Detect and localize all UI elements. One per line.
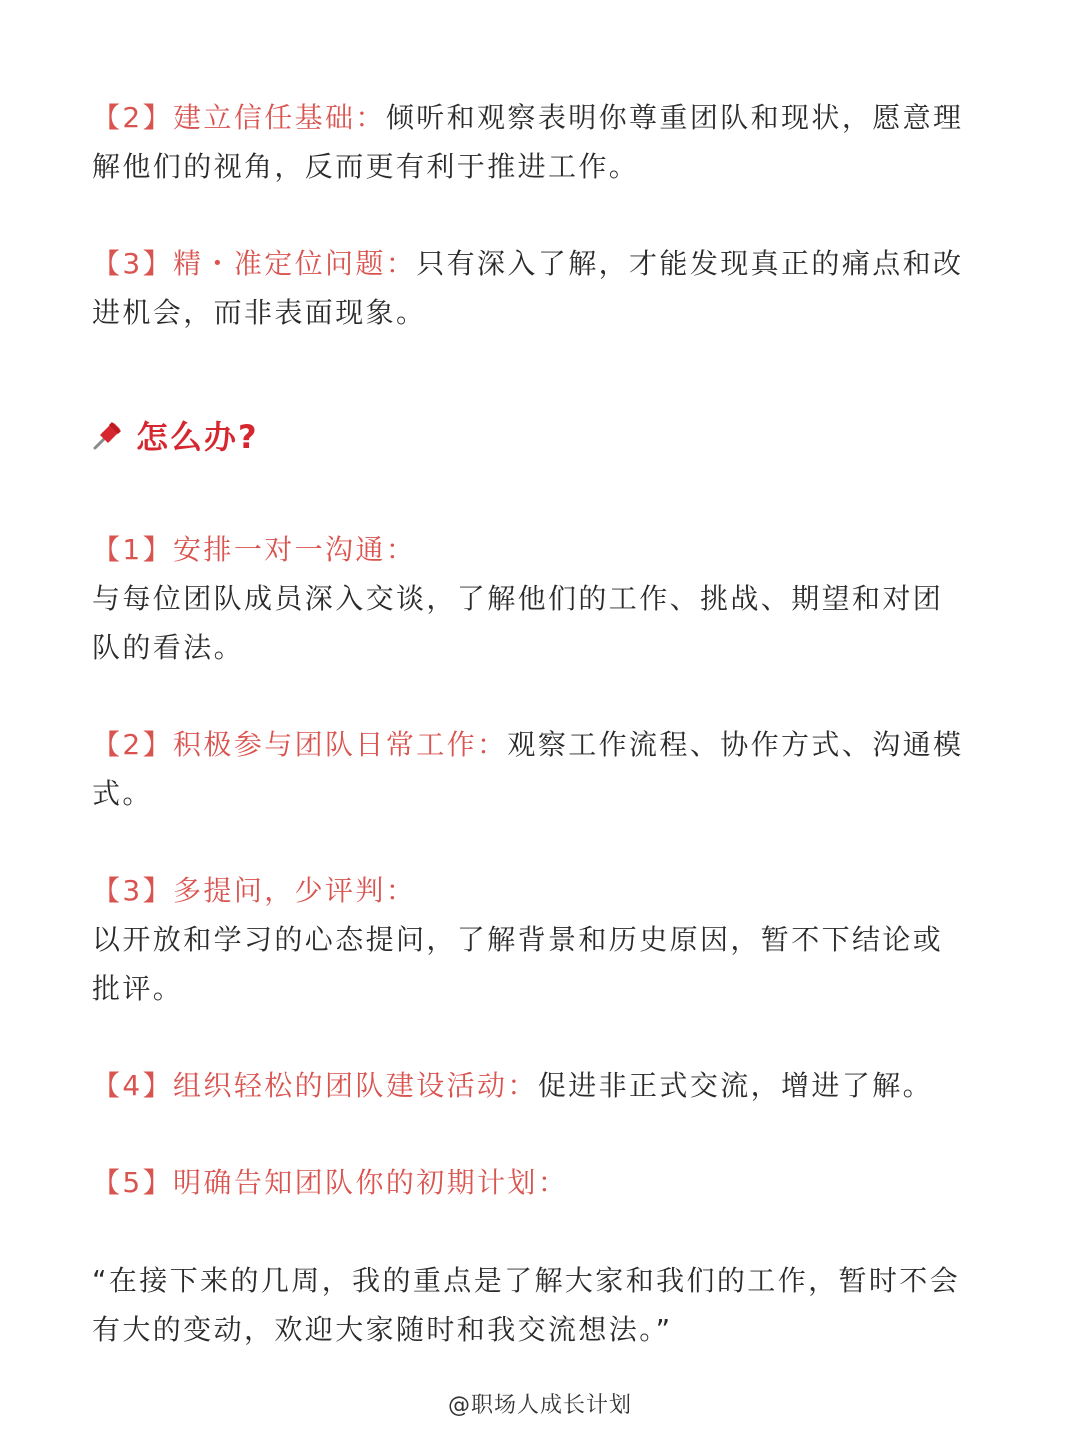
point-text: 只有深入了解，才能发现真正的痛点和改进机会，而非表面现象。 <box>92 247 964 329</box>
point-label: 【2】建立信任基础： <box>92 101 386 134</box>
step-team-building <box>92 1061 992 1110</box>
step-text: 与每位团队成员深入交谈，了解他们的工作、挑战、期望和对团队的看法。 <box>92 582 944 664</box>
step-label: 【4】组织轻松的团队建设活动： <box>92 1069 538 1102</box>
step-share-plan <box>92 1158 992 1207</box>
step-label: 【5】明确告知团队你的初期计划： <box>92 1166 569 1199</box>
heading-title: 怎么办? <box>136 418 259 456</box>
step-one-on-one <box>92 525 992 672</box>
point-label: 【3】精・准定位问题： <box>92 247 417 280</box>
step-text: 促进非正式交流，增进了解。 <box>537 1069 934 1102</box>
step-label: 【1】安排一对一沟通： <box>92 533 417 566</box>
section-heading <box>90 410 259 460</box>
point-locate-problem <box>92 239 992 337</box>
step-text: 以开放和学习的心态提问，了解背景和历史原因，暂不下结论或批评。 <box>92 923 944 1005</box>
pushpin-icon <box>90 417 126 453</box>
step-text: 观察工作流程、协作方式、沟通模式。 <box>92 728 964 810</box>
step-join-daily-work <box>92 720 992 818</box>
author-watermark: @职场人成长计划 <box>447 1393 632 1418</box>
step-label: 【2】积极参与团队日常工作： <box>92 728 508 761</box>
plan-quote: “在接下来的几周，我的重点是了解大家和我们的工作，暂时不会有大的变动，欢迎大家随时和我交流想法。” <box>92 1264 961 1346</box>
point-build-trust <box>92 93 992 191</box>
step-ask-more <box>92 866 992 1013</box>
point-text: 倾听和观察表明你尊重团队和现状，愿意理解他们的视角，反而更有利于推进工作。 <box>92 101 964 183</box>
step-label: 【3】多提问，少评判： <box>92 874 417 907</box>
